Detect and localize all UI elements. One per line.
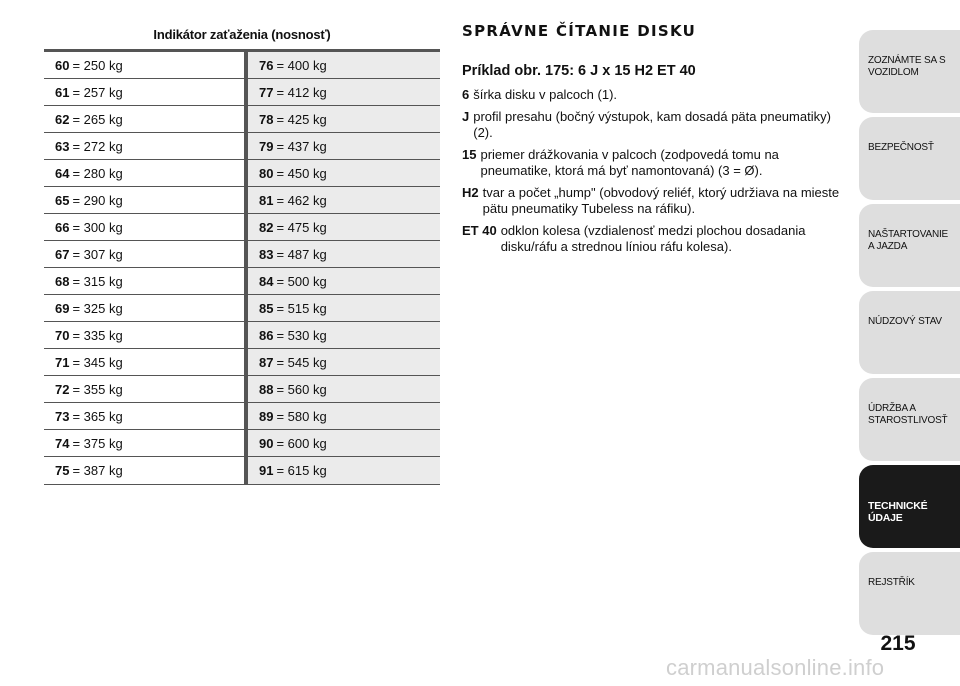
load-index-number: 60: [55, 57, 70, 73]
load-index-value: = 437 kg: [276, 138, 327, 154]
nav-tab-2[interactable]: BEZPEČNOSŤ: [859, 117, 960, 200]
example-title: Príklad obr. 175: 6 J x 15 H2 ET 40: [462, 63, 696, 79]
load-index-number: 69: [55, 300, 70, 316]
load-index-value: = 600 kg: [276, 435, 327, 451]
table-cell-right: [244, 133, 440, 159]
load-index-number: 71: [55, 354, 70, 370]
load-index-value: = 250 kg: [72, 57, 123, 73]
load-index-number: 76: [259, 57, 274, 73]
definition-item: [462, 87, 847, 103]
load-index-value: = 300 kg: [72, 219, 123, 235]
table-row: [44, 268, 440, 295]
table-row: [44, 160, 440, 187]
table-cell-right: [244, 430, 440, 456]
load-index-number: 78: [259, 111, 274, 127]
definition-code: 15: [462, 147, 477, 162]
table-row: [44, 241, 440, 268]
table-cell-left: [44, 79, 244, 105]
table-cell-right: [244, 106, 440, 132]
nav-tab-7[interactable]: REJSTŘÍK: [859, 552, 960, 635]
load-index-number: 70: [55, 327, 70, 343]
load-index-value: = 315 kg: [72, 273, 123, 289]
table-cell-left: [44, 106, 244, 132]
load-index-title: Indikátor zaťaženia (nosnosť): [153, 27, 331, 42]
table-cell-left: [44, 133, 244, 159]
load-index-number: 80: [259, 165, 274, 181]
load-index-number: 82: [259, 219, 274, 235]
load-index-value: = 307 kg: [72, 246, 123, 262]
load-index-value: = 335 kg: [72, 327, 123, 343]
load-index-value: = 530 kg: [276, 327, 327, 343]
load-index-value: = 325 kg: [72, 300, 123, 316]
load-index-value: = 257 kg: [72, 84, 123, 100]
table-cell-left: [44, 187, 244, 213]
table-row: [44, 79, 440, 106]
load-index-value: = 365 kg: [72, 408, 123, 424]
load-index-value: = 487 kg: [276, 246, 327, 262]
load-index-value: = 290 kg: [72, 192, 123, 208]
load-index-value: = 475 kg: [276, 219, 327, 235]
table-row: [44, 403, 440, 430]
table-row: [44, 376, 440, 403]
load-index-number: 87: [259, 354, 274, 370]
load-index-value: = 560 kg: [276, 381, 327, 397]
table-cell-right: [244, 349, 440, 375]
nav-tab-5[interactable]: ÚDRŽBA A STAROSTLIVOSŤ: [859, 378, 960, 461]
table-cell-left: [44, 403, 244, 429]
load-index-value: = 412 kg: [276, 84, 327, 100]
load-index-number: 63: [55, 138, 70, 154]
load-index-number: 77: [259, 84, 274, 100]
table-cell-left: [44, 430, 244, 456]
load-index-value: = 355 kg: [72, 381, 123, 397]
table-cell-right: [244, 214, 440, 240]
rim-definitions: [462, 87, 847, 261]
table-row: [44, 430, 440, 457]
load-index-number: 67: [55, 246, 70, 262]
definition-text: šírka disku v palcoch (1).: [473, 87, 618, 102]
table-cell-right: [244, 403, 440, 429]
load-index-value: = 272 kg: [72, 138, 123, 154]
table-cell-right: [244, 79, 440, 105]
table-cell-right: [244, 160, 440, 186]
load-index-value: = 580 kg: [276, 408, 327, 424]
table-cell-right: [244, 457, 440, 484]
load-index-number: 62: [55, 111, 70, 127]
nav-tab-1[interactable]: ZOZNÁMTE SA S VOZIDLOM: [859, 30, 960, 113]
load-index-value: = 515 kg: [276, 300, 327, 316]
definition-item: [462, 109, 847, 141]
load-index-value: = 375 kg: [72, 435, 123, 451]
load-index-value: = 615 kg: [276, 463, 327, 478]
table-cell-left: [44, 295, 244, 321]
table-cell-left: [44, 376, 244, 402]
load-index-value: = 450 kg: [276, 165, 327, 181]
table-cell-left: [44, 52, 244, 78]
load-index-value: = 545 kg: [276, 354, 327, 370]
watermark: carmanualsonline.info: [666, 655, 885, 680]
load-index-number: 73: [55, 408, 70, 424]
load-index-value: = 400 kg: [276, 57, 327, 73]
table-cell-right: [244, 376, 440, 402]
definition-text: priemer drážkovania v palcoch (zodpovedá tomu na pneumatike, ktorá má byť namontovaná) (3 = Ø).: [480, 147, 779, 178]
load-index-number: 61: [55, 84, 70, 100]
load-index-number: 83: [259, 246, 274, 262]
load-index-number: 86: [259, 327, 274, 343]
table-cell-right: [244, 241, 440, 267]
load-index-number: 89: [259, 408, 274, 424]
definition-text: profil presahu (bočný výstupok, kam dosadá päta pneumatiky) (2).: [473, 109, 831, 140]
definition-item: [462, 185, 847, 217]
load-index-number: 68: [55, 273, 70, 289]
load-index-number: 74: [55, 435, 70, 451]
load-index-number: 91: [259, 463, 274, 478]
table-cell-right: [244, 295, 440, 321]
load-index-table: [44, 49, 440, 485]
table-row: [44, 214, 440, 241]
load-index-value: = 500 kg: [276, 273, 327, 289]
load-index-value: = 462 kg: [276, 192, 327, 208]
load-index-value: = 345 kg: [72, 354, 123, 370]
nav-tab-4[interactable]: NÚDZOVÝ STAV: [859, 291, 960, 374]
load-index-number: 75: [55, 463, 70, 478]
nav-tab-6[interactable]: TECHNICKÉ ÚDAJE: [859, 465, 960, 548]
table-row: [44, 349, 440, 376]
load-index-value: = 280 kg: [72, 165, 123, 181]
table-cell-left: [44, 349, 244, 375]
load-index-number: 84: [259, 273, 274, 289]
table-cell-left: [44, 322, 244, 348]
table-cell-right: [244, 268, 440, 294]
table-row: [44, 295, 440, 322]
page-number: 215: [880, 632, 916, 655]
definition-item: [462, 223, 847, 255]
definition-text: odklon kolesa (vzdialenosť medzi plochou dosadania disku/ráfu a strednou líniou ráfu kolesa).: [500, 223, 806, 254]
table-row: [44, 322, 440, 349]
definition-item: [462, 147, 847, 179]
table-row: [44, 52, 440, 79]
table-cell-left: [44, 160, 244, 186]
definition-code: 6: [462, 87, 470, 102]
load-index-number: 81: [259, 192, 274, 208]
table-cell-right: [244, 322, 440, 348]
table-row: [44, 457, 440, 484]
table-cell-right: [244, 52, 440, 78]
load-index-number: 90: [259, 435, 274, 451]
definition-code: J: [462, 109, 470, 124]
definition-code: H2: [462, 185, 479, 200]
load-index-number: 65: [55, 192, 70, 208]
load-index-number: 79: [259, 138, 274, 154]
load-index-value: = 265 kg: [72, 111, 123, 127]
definition-text: tvar a počet „hump" (obvodový reliéf, ktorý udržiava na mieste pätu pneumatiky Tubeless na ráfiku).: [482, 185, 840, 216]
table-row: [44, 106, 440, 133]
nav-tab-3[interactable]: NAŠTARTOVANIE A JAZDA: [859, 204, 960, 287]
section-title: SPRÁVNE ČÍTANIE DISKU: [462, 22, 697, 40]
load-index-number: 64: [55, 165, 70, 181]
table-cell-left: [44, 214, 244, 240]
load-index-number: 66: [55, 219, 70, 235]
definition-code: ET 40: [462, 223, 497, 238]
table-cell-right: [244, 187, 440, 213]
table-cell-left: [44, 241, 244, 267]
table-row: [44, 187, 440, 214]
table-cell-left: [44, 457, 244, 484]
load-index-number: 72: [55, 381, 70, 397]
load-index-value: = 425 kg: [276, 111, 327, 127]
table-cell-left: [44, 268, 244, 294]
load-index-number: 88: [259, 381, 274, 397]
load-index-value: = 387 kg: [72, 463, 123, 478]
load-index-number: 85: [259, 300, 274, 316]
table-row: [44, 133, 440, 160]
